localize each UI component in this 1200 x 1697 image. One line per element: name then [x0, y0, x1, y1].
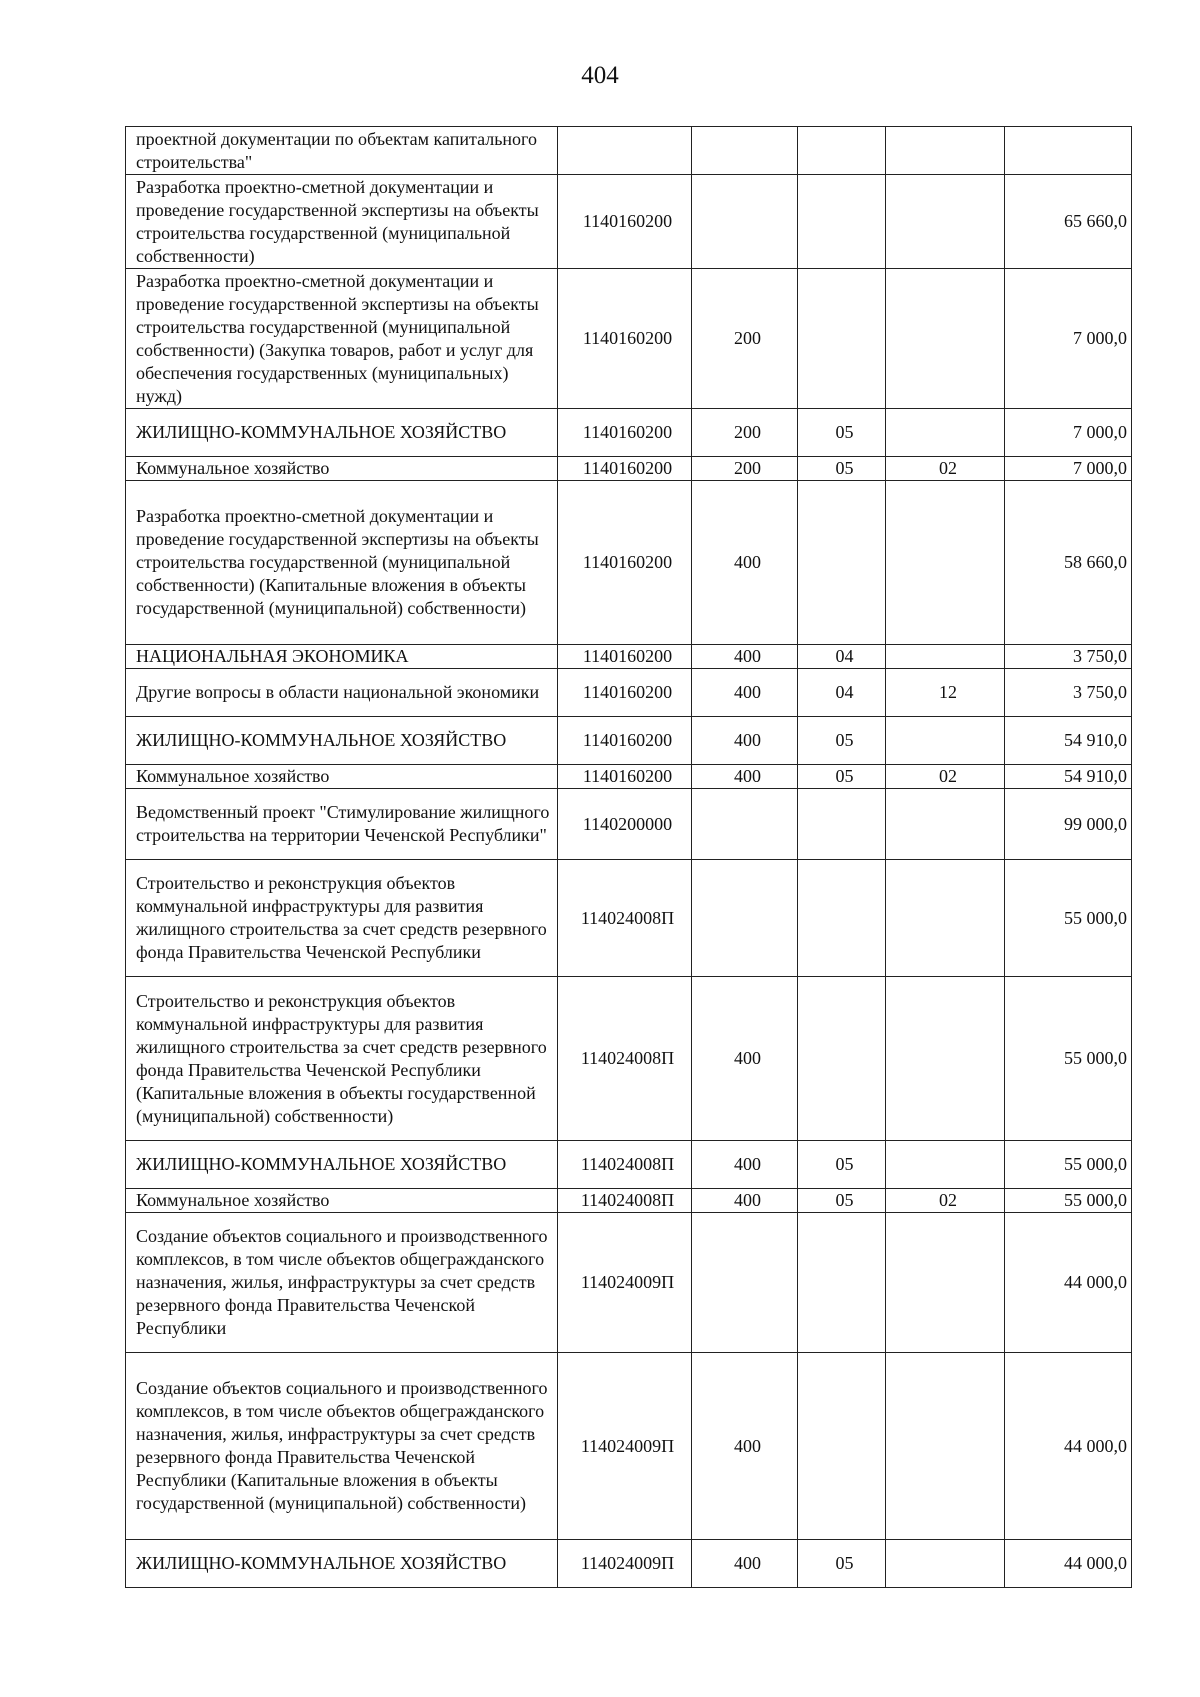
row-target-article: 114024008П: [558, 977, 692, 1141]
row-subsection: [886, 717, 1005, 765]
row-section: 05: [798, 717, 886, 765]
table-row: [126, 717, 1132, 765]
row-target-article: 1140160200: [558, 481, 692, 645]
row-expense-type: 400: [692, 717, 798, 765]
row-section: 05: [798, 457, 886, 481]
row-subsection: [886, 269, 1005, 409]
row-expense-type: 400: [692, 481, 798, 645]
row-section: [798, 481, 886, 645]
row-amount: 7 000,0: [1005, 457, 1132, 481]
row-amount: [1005, 127, 1132, 175]
row-section: [798, 269, 886, 409]
row-expense-type: 200: [692, 409, 798, 457]
row-name: Другие вопросы в области национальной экономики: [126, 669, 558, 717]
row-target-article: 114024009П: [558, 1540, 692, 1588]
table-row: [126, 175, 1132, 269]
row-subsection: [886, 1353, 1005, 1540]
row-amount: 99 000,0: [1005, 789, 1132, 860]
row-subsection: [886, 645, 1005, 669]
table-row: [126, 457, 1132, 481]
table-row: [126, 127, 1132, 175]
row-name: ЖИЛИЩНО-КОММУНАЛЬНОЕ ХОЗЯЙСТВО: [126, 1141, 558, 1189]
row-expense-type: 400: [692, 1141, 798, 1189]
row-section: [798, 175, 886, 269]
row-subsection: [886, 977, 1005, 1141]
row-amount: 7 000,0: [1005, 269, 1132, 409]
row-section: [798, 1213, 886, 1353]
row-expense-type: [692, 175, 798, 269]
row-target-article: 114024009П: [558, 1353, 692, 1540]
row-expense-type: 400: [692, 1189, 798, 1213]
row-section: 04: [798, 645, 886, 669]
row-subsection: 02: [886, 1189, 1005, 1213]
row-amount: 44 000,0: [1005, 1213, 1132, 1353]
row-section: [798, 860, 886, 977]
row-name: НАЦИОНАЛЬНАЯ ЭКОНОМИКА: [126, 645, 558, 669]
page-number: 404: [581, 62, 619, 89]
row-section: [798, 789, 886, 860]
row-expense-type: [692, 127, 798, 175]
row-name: Создание объектов социального и производственного комплексов, в том числе объектов общегражданского назначения, жилья, инфраструктуры за счет средств резервного фонда Правительства Чеченской Республики (Капитальные вложения в объекты государственной (муниципальной) собственности): [126, 1353, 558, 1540]
table-row: [126, 269, 1132, 409]
row-subsection: [886, 1141, 1005, 1189]
row-target-article: 1140160200: [558, 175, 692, 269]
table-row: [126, 789, 1132, 860]
row-expense-type: 400: [692, 669, 798, 717]
row-target-article: 1140160200: [558, 717, 692, 765]
table-row: [126, 1189, 1132, 1213]
row-name: Строительство и реконструкция объектов коммунальной инфраструктуры для развития жилищного строительства за счет средств резервного фонда Правительства Чеченской Республики: [126, 860, 558, 977]
row-subsection: [886, 409, 1005, 457]
table-row: [126, 977, 1132, 1141]
row-expense-type: 400: [692, 1540, 798, 1588]
row-subsection: [886, 789, 1005, 860]
row-amount: 3 750,0: [1005, 645, 1132, 669]
row-section: 05: [798, 765, 886, 789]
row-expense-type: [692, 789, 798, 860]
row-section: 05: [798, 409, 886, 457]
row-target-article: 114024008П: [558, 860, 692, 977]
row-section: 04: [798, 669, 886, 717]
row-subsection: [886, 860, 1005, 977]
row-target-article: [558, 127, 692, 175]
row-expense-type: 400: [692, 765, 798, 789]
row-name: Разработка проектно-сметной документации и проведение государственной экспертизы на объекты строительства государственной (муниципальной собственности) (Капитальные вложения в объекты государственной (муниципальной) собственности): [126, 481, 558, 645]
row-name: Коммунальное хозяйство: [126, 1189, 558, 1213]
row-amount: 44 000,0: [1005, 1353, 1132, 1540]
table-row: [126, 860, 1132, 977]
row-subsection: [886, 175, 1005, 269]
table-row: [126, 1540, 1132, 1588]
row-target-article: 114024008П: [558, 1141, 692, 1189]
row-section: 05: [798, 1141, 886, 1189]
row-amount: 7 000,0: [1005, 409, 1132, 457]
row-expense-type: 400: [692, 1353, 798, 1540]
row-target-article: 114024008П: [558, 1189, 692, 1213]
row-subsection: [886, 481, 1005, 645]
row-subsection: 02: [886, 765, 1005, 789]
row-name: Разработка проектно-сметной документации и проведение государственной экспертизы на объекты строительства государственной (муниципальной собственности): [126, 175, 558, 269]
row-name: Разработка проектно-сметной документации и проведение государственной экспертизы на объекты строительства государственной (муниципальной собственности) (Закупка товаров, работ и услуг для обеспечения государственных (муниципальных) нужд): [126, 269, 558, 409]
row-subsection: [886, 127, 1005, 175]
row-subsection: [886, 1540, 1005, 1588]
table-row: [126, 481, 1132, 645]
row-amount: 55 000,0: [1005, 860, 1132, 977]
row-amount: 54 910,0: [1005, 717, 1132, 765]
row-expense-type: 400: [692, 977, 798, 1141]
row-amount: 3 750,0: [1005, 669, 1132, 717]
row-name: ЖИЛИЩНО-КОММУНАЛЬНОЕ ХОЗЯЙСТВО: [126, 1540, 558, 1588]
row-name: Строительство и реконструкция объектов коммунальной инфраструктуры для развития жилищного строительства за счет средств резервного фонда Правительства Чеченской Республики (Капитальные вложения в объекты государственной (муниципальной) собственности): [126, 977, 558, 1141]
row-name: Коммунальное хозяйство: [126, 765, 558, 789]
row-target-article: 1140160200: [558, 669, 692, 717]
table-row: [126, 645, 1132, 669]
row-name: Создание объектов социального и производственного комплексов, в том числе объектов общегражданского назначения, жилья, инфраструктуры за счет средств резервного фонда Правительства Чеченской Республики: [126, 1213, 558, 1353]
row-subsection: 12: [886, 669, 1005, 717]
row-amount: 54 910,0: [1005, 765, 1132, 789]
row-target-article: 1140200000: [558, 789, 692, 860]
row-amount: 58 660,0: [1005, 481, 1132, 645]
row-name: Коммунальное хозяйство: [126, 457, 558, 481]
row-section: 05: [798, 1189, 886, 1213]
row-name: ЖИЛИЩНО-КОММУНАЛЬНОЕ ХОЗЯЙСТВО: [126, 717, 558, 765]
table-row: [126, 765, 1132, 789]
row-target-article: 1140160200: [558, 645, 692, 669]
row-expense-type: [692, 1213, 798, 1353]
table-row: [126, 1213, 1132, 1353]
row-target-article: 1140160200: [558, 409, 692, 457]
row-section: [798, 127, 886, 175]
row-name: Ведомственный проект "Стимулирование жилищного строительства на территории Чеченской Республики": [126, 789, 558, 860]
row-subsection: 02: [886, 457, 1005, 481]
row-name: ЖИЛИЩНО-КОММУНАЛЬНОЕ ХОЗЯЙСТВО: [126, 409, 558, 457]
row-section: [798, 977, 886, 1141]
row-amount: 55 000,0: [1005, 977, 1132, 1141]
row-amount: 44 000,0: [1005, 1540, 1132, 1588]
row-subsection: [886, 1213, 1005, 1353]
row-section: [798, 1353, 886, 1540]
row-section: 05: [798, 1540, 886, 1588]
row-target-article: 114024009П: [558, 1213, 692, 1353]
table-row: [126, 1353, 1132, 1540]
row-expense-type: 400: [692, 645, 798, 669]
row-expense-type: 200: [692, 269, 798, 409]
row-name: проектной документации по объектам капитального строительства": [126, 127, 558, 175]
table-row: [126, 669, 1132, 717]
row-amount: 65 660,0: [1005, 175, 1132, 269]
row-expense-type: 200: [692, 457, 798, 481]
row-target-article: 1140160200: [558, 765, 692, 789]
row-expense-type: [692, 860, 798, 977]
budget-table: [125, 126, 1132, 1588]
table-row: [126, 409, 1132, 457]
row-target-article: 1140160200: [558, 457, 692, 481]
row-amount: 55 000,0: [1005, 1189, 1132, 1213]
table-row: [126, 1141, 1132, 1189]
row-amount: 55 000,0: [1005, 1141, 1132, 1189]
row-target-article: 1140160200: [558, 269, 692, 409]
